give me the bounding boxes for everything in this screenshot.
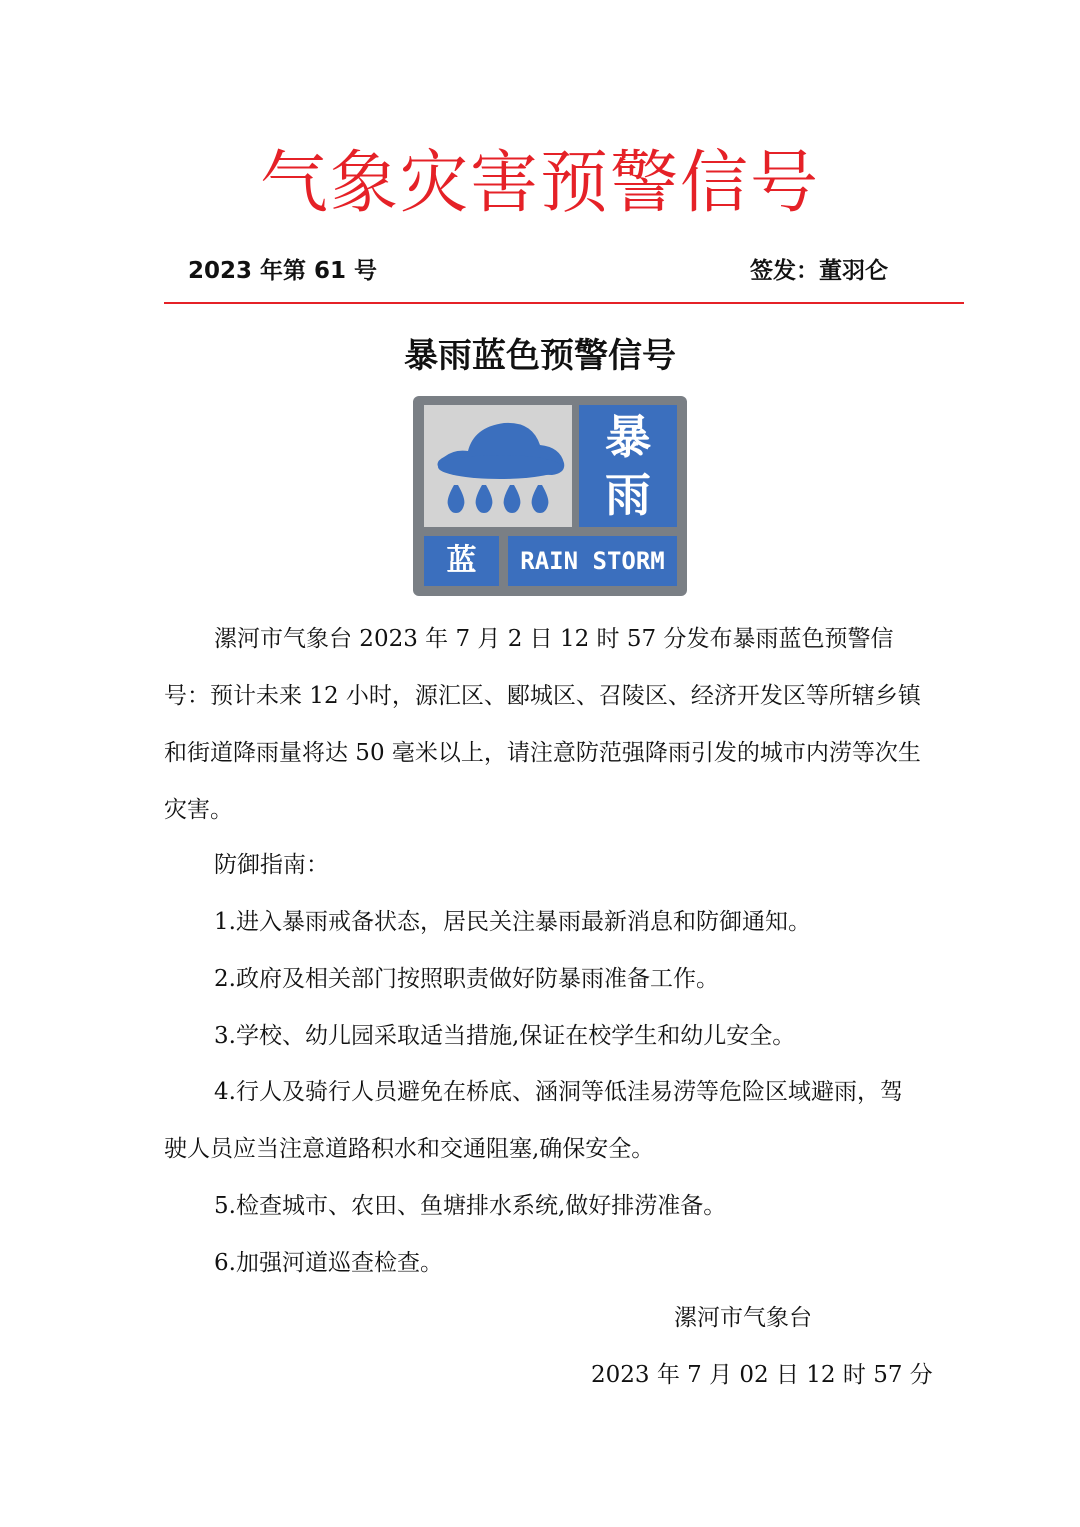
blue-level-panel — [424, 536, 499, 586]
cloud-rain-panel — [424, 405, 572, 527]
rainstorm-english-panel — [508, 536, 677, 586]
guide-item: 5.检查城市、农田、鱼塘排水系统,做好排涝准备。 — [214, 1193, 727, 1219]
intro-paragraph: 漯河市气象台 2023 年 7 月 2 日 12 时 57 分发布暴雨蓝色预警信号：预计未来 12 小时，源汇区、郾城区、召陵区、经济开发区等所辖乡镇和街道降雨量将达 50 毫米以上，请注意防范强降雨引发的城市内涝等次生灾害。 — [164, 626, 921, 823]
signature-org: 漯河市气象台 — [674, 1305, 812, 1331]
guide-item: 2.政府及相关部门按照职责做好防暴雨准备工作。 — [214, 966, 719, 992]
char-lan: 蓝 — [446, 543, 477, 578]
rainstorm-blue-warning-icon — [413, 396, 687, 596]
red-divider — [164, 302, 964, 304]
cloud-rain-icon — [424, 405, 572, 527]
char-yu: 雨 — [605, 468, 651, 522]
rainstorm-english-label: RAIN STORM — [520, 547, 665, 575]
guide-item: 4.行人及骑行人员避免在桥底、涵洞等低洼易涝等危险区域避雨，驾驶人员应当注意道路积水和交通阻塞,确保安全。 — [164, 1079, 903, 1162]
guide-item: 6.加强河道巡查检查。 — [214, 1250, 443, 1276]
signature-date: 2023 年 7 月 02 日 12 时 57 分 — [591, 1362, 933, 1388]
rainstorm-character-panel — [579, 405, 677, 527]
guide-heading: 防御指南： — [214, 852, 329, 878]
guide-item: 3.学校、幼儿园采取适当措施,保证在校学生和幼儿安全。 — [214, 1023, 796, 1049]
red-header-title: 气象灾害预警信号 — [259, 144, 820, 223]
guide-item: 1.进入暴雨戒备状态，居民关注暴雨最新消息和防御通知。 — [214, 909, 811, 935]
issuer: 签发：董羽仑 — [750, 258, 888, 284]
issue-number: 2023 年第 61 号 — [188, 258, 378, 284]
document-title: 暴雨蓝色预警信号 — [404, 336, 676, 376]
char-bao: 暴 — [605, 410, 651, 464]
meta-row — [188, 256, 888, 286]
